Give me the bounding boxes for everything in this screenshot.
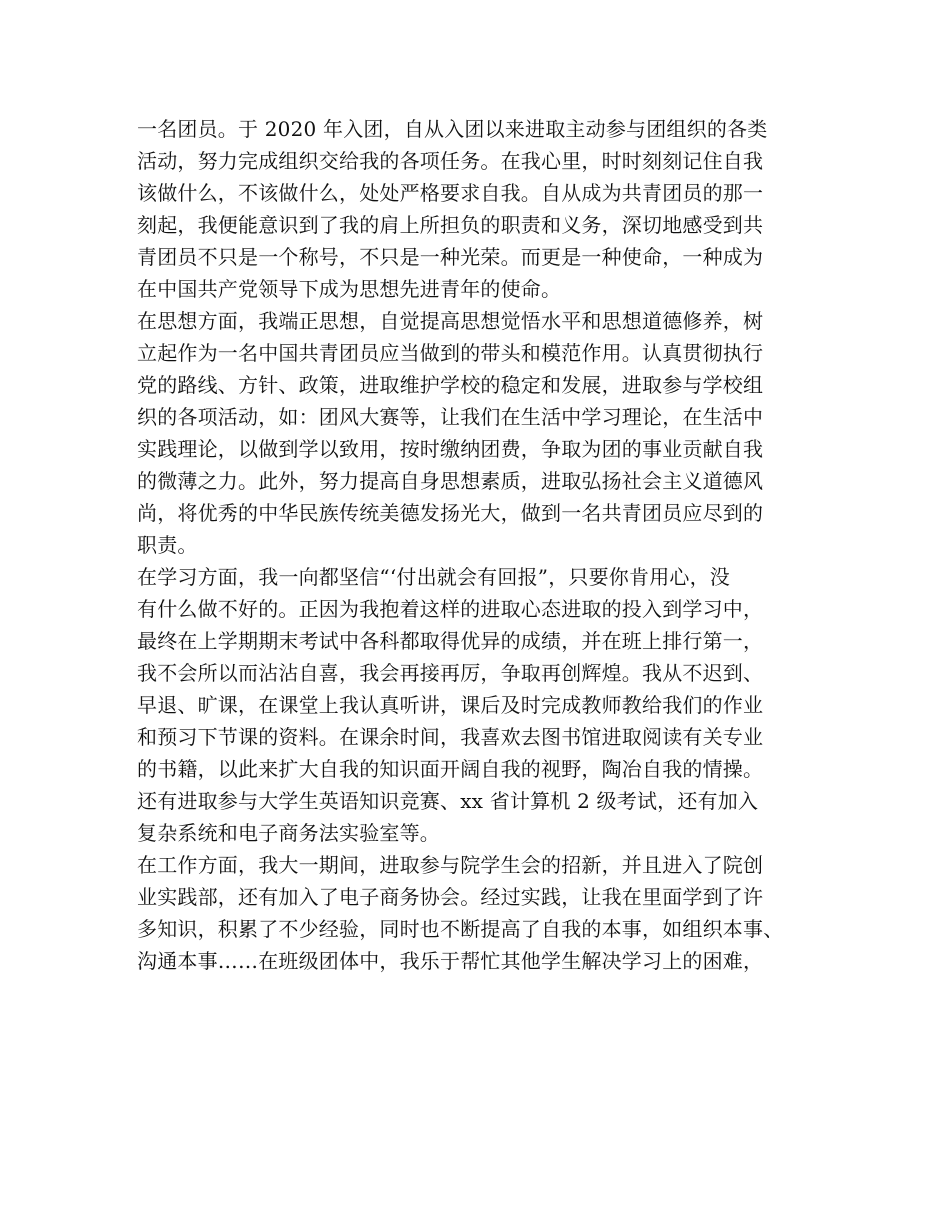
text-line: 刻起，我便能意识到了我的肩上所担负的职责和义务，深切地感受到共 <box>137 213 764 237</box>
text-line: 最终在上学期期末考试中各科都取得优异的成绩，并在班上排行第一， <box>137 629 764 653</box>
text-line: 的书籍，以此来扩大自我的知识面开阔自我的视野，陶冶自我的情操。 <box>137 757 764 781</box>
text-line: 的微薄之力。此外，努力提高自身思想素质，进取弘扬社会主义道德风 <box>137 469 764 493</box>
text-line: 沟通本事……在班级团体中，我乐于帮忙其他学生解决学习上的困难， <box>137 949 764 973</box>
text-line: 一名团员。于 2020 年入团，自从入团以来进取主动参与团组织的各类 <box>137 117 768 141</box>
text-line: 织的各项活动，如：团风大赛等，让我们在生活中学习理论，在生活中 <box>137 405 764 429</box>
text-line: 活动，努力完成组织交给我的各项任务。在我心里，时时刻刻记住自我 <box>137 149 764 173</box>
text-line: 职责。 <box>137 533 198 557</box>
text-line: 和预习下节课的资料。在课余时间，我喜欢去图书馆进取阅读有关专业 <box>137 725 764 749</box>
text-line: 立起作为一名中国共青团员应当做到的带头和模范作用。认真贯彻执行 <box>137 341 764 365</box>
text-line: 党的路线、方针、政策，进取维护学校的稳定和发展，进取参与学校组 <box>137 373 764 397</box>
text-line: 实践理论，以做到学以致用，按时缴纳团费，争取为团的事业贡献自我 <box>137 437 764 461</box>
text-line: 该做什么，不该做什么，处处严格要求自我。自从成为共青团员的那一 <box>137 181 764 205</box>
text-line: 我不会所以而沾沾自喜，我会再接再厉，争取再创辉煌。我从不迟到、 <box>137 661 764 685</box>
text-line: 在中国共产党领导下成为思想先进青年的使命。 <box>137 277 562 301</box>
text-line: 有什么做不好的。正因为我抱着这样的进取心态进取的投入到学习中， <box>137 597 764 621</box>
text-line: 尚，将优秀的中华民族传统美德发扬光大，做到一名共青团员应尽到的 <box>137 501 764 525</box>
text-line: 多知识，积累了不少经验，同时也不断提高了自我的本事，如组织本事、 <box>137 917 784 941</box>
text-line: 在工作方面，我大一期间，进取参与院学生会的招新，并且进入了院创 <box>137 853 764 877</box>
text-line: 还有进取参与大学生英语知识竞赛、xx 省计算机 2 级考试，还有加入 <box>137 789 759 813</box>
text-line: 复杂系统和电子商务法实验室等。 <box>137 821 440 845</box>
text-line: 青团员不只是一个称号，不只是一种光荣。而更是一种使命，一种成为 <box>137 245 764 269</box>
text-line: 早退、旷课，在课堂上我认真听讲，课后及时完成教师教给我们的作业 <box>137 693 764 717</box>
text-line: 在思想方面，我端正思想，自觉提高思想觉悟水平和思想道德修养，树 <box>137 309 764 333</box>
text-line: 在学习方面，我一向都坚信“‘付出就会有回报”，只要你肯用心，没 <box>137 565 731 589</box>
document-body <box>137 113 827 977</box>
text-line: 业实践部，还有加入了电子商务协会。经过实践，让我在里面学到了许 <box>137 885 764 909</box>
